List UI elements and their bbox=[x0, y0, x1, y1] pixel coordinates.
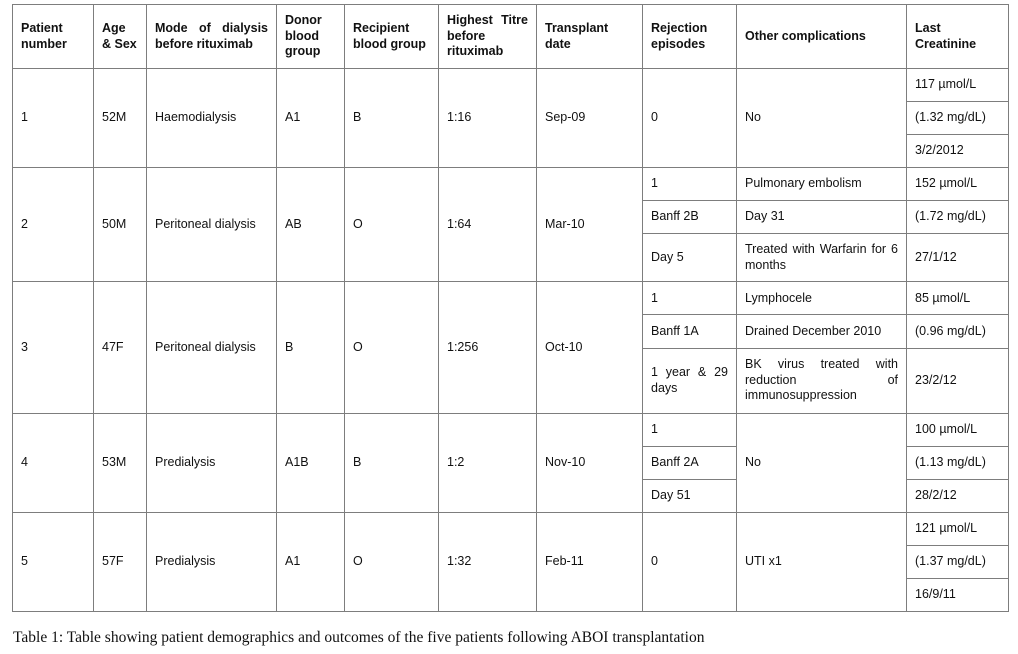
cell-rejection: Banff 1A bbox=[643, 315, 737, 348]
cell-complications: Lymphocele bbox=[737, 282, 907, 315]
cell-rejection: 1 bbox=[643, 168, 737, 201]
header-patient: Patient number bbox=[13, 5, 94, 69]
cell-rejection: Day 5 bbox=[643, 234, 737, 282]
header-titre: Highest Titre before rituximab bbox=[439, 5, 537, 69]
cell-age-sex: 53M bbox=[94, 413, 147, 512]
cell-creatinine: 27/1/12 bbox=[907, 234, 1009, 282]
cell-creatinine: 121 µmol/L bbox=[907, 512, 1009, 545]
table-row bbox=[13, 168, 1009, 201]
header-donor: Donor blood group bbox=[277, 5, 345, 69]
cell-patient: 5 bbox=[13, 512, 94, 611]
cell-recipient: O bbox=[345, 512, 439, 611]
cell-patient: 3 bbox=[13, 282, 94, 413]
header-date: Transplant date bbox=[537, 5, 643, 69]
cell-age-sex: 50M bbox=[94, 168, 147, 282]
cell-donor: AB bbox=[277, 168, 345, 282]
cell-recipient: O bbox=[345, 168, 439, 282]
cell-creatinine: 28/2/12 bbox=[907, 479, 1009, 512]
cell-titre: 1:64 bbox=[439, 168, 537, 282]
cell-rejection: Banff 2A bbox=[643, 446, 737, 479]
cell-donor: B bbox=[277, 282, 345, 413]
header-creatinine: Last Creatinine bbox=[907, 5, 1009, 69]
caption-text: Table showing patient demographics and outcomes of the five patients following ABOI transplantation bbox=[63, 629, 705, 646]
cell-date: Mar-10 bbox=[537, 168, 643, 282]
cell-date: Oct-10 bbox=[537, 282, 643, 413]
cell-rejection: 0 bbox=[643, 512, 737, 611]
cell-creatinine: (0.96 mg/dL) bbox=[907, 315, 1009, 348]
cell-titre: 1:2 bbox=[439, 413, 537, 512]
table-row bbox=[13, 413, 1009, 446]
cell-titre: 1:256 bbox=[439, 282, 537, 413]
cell-creatinine: 152 µmol/L bbox=[907, 168, 1009, 201]
cell-creatinine: 23/2/12 bbox=[907, 348, 1009, 413]
cell-mode: Predialysis bbox=[147, 512, 277, 611]
cell-rejection: 1 year & 29 days bbox=[643, 348, 737, 413]
cell-patient: 1 bbox=[13, 69, 94, 168]
cell-patient: 4 bbox=[13, 413, 94, 512]
cell-creatinine: (1.13 mg/dL) bbox=[907, 446, 1009, 479]
table-row bbox=[13, 282, 1009, 315]
cell-complications: BK virus treated with reduction of immunosuppression bbox=[737, 348, 907, 413]
cell-date: Sep-09 bbox=[537, 69, 643, 168]
header-row bbox=[13, 5, 1009, 69]
cell-donor: A1 bbox=[277, 512, 345, 611]
cell-rejection: Day 51 bbox=[643, 479, 737, 512]
cell-complications: Treated with Warfarin for 6 months bbox=[737, 234, 907, 282]
header-complications: Other complications bbox=[737, 5, 907, 69]
cell-titre: 1:32 bbox=[439, 512, 537, 611]
cell-recipient: B bbox=[345, 69, 439, 168]
cell-donor: A1B bbox=[277, 413, 345, 512]
cell-creatinine: (1.32 mg/dL) bbox=[907, 102, 1009, 135]
header-age-sex: Age & Sex bbox=[94, 5, 147, 69]
cell-creatinine: 16/9/11 bbox=[907, 578, 1009, 611]
header-mode: Mode of dialysis before rituximab bbox=[147, 5, 277, 69]
cell-creatinine: (1.72 mg/dL) bbox=[907, 201, 1009, 234]
table-caption bbox=[13, 629, 704, 647]
cell-complications: No bbox=[737, 69, 907, 168]
cell-rejection: Banff 2B bbox=[643, 201, 737, 234]
cell-rejection: 0 bbox=[643, 69, 737, 168]
cell-creatinine: 100 µmol/L bbox=[907, 413, 1009, 446]
cell-date: Nov-10 bbox=[537, 413, 643, 512]
cell-mode: Peritoneal dialysis bbox=[147, 282, 277, 413]
cell-complications: Pulmonary embolism bbox=[737, 168, 907, 201]
cell-rejection: 1 bbox=[643, 413, 737, 446]
cell-age-sex: 52M bbox=[94, 69, 147, 168]
cell-date: Feb-11 bbox=[537, 512, 643, 611]
cell-complications: Drained December 2010 bbox=[737, 315, 907, 348]
cell-patient: 2 bbox=[13, 168, 94, 282]
cell-rejection: 1 bbox=[643, 282, 737, 315]
table-row bbox=[13, 69, 1009, 102]
cell-complications: No bbox=[737, 413, 907, 512]
table-row bbox=[13, 512, 1009, 545]
cell-donor: A1 bbox=[277, 69, 345, 168]
cell-age-sex: 57F bbox=[94, 512, 147, 611]
cell-age-sex: 47F bbox=[94, 282, 147, 413]
caption-label: Table 1: bbox=[13, 629, 64, 646]
cell-creatinine: (1.37 mg/dL) bbox=[907, 545, 1009, 578]
cell-creatinine: 85 µmol/L bbox=[907, 282, 1009, 315]
header-rejection: Rejection episodes bbox=[643, 5, 737, 69]
cell-complications: UTI x1 bbox=[737, 512, 907, 611]
cell-creatinine: 117 µmol/L bbox=[907, 69, 1009, 102]
cell-recipient: B bbox=[345, 413, 439, 512]
header-recipient: Recipient blood group bbox=[345, 5, 439, 69]
cell-mode: Predialysis bbox=[147, 413, 277, 512]
cell-creatinine: 3/2/2012 bbox=[907, 135, 1009, 168]
cell-titre: 1:16 bbox=[439, 69, 537, 168]
cell-recipient: O bbox=[345, 282, 439, 413]
patient-outcomes-table bbox=[12, 4, 1009, 612]
cell-mode: Peritoneal dialysis bbox=[147, 168, 277, 282]
cell-complications: Day 31 bbox=[737, 201, 907, 234]
cell-mode: Haemodialysis bbox=[147, 69, 277, 168]
